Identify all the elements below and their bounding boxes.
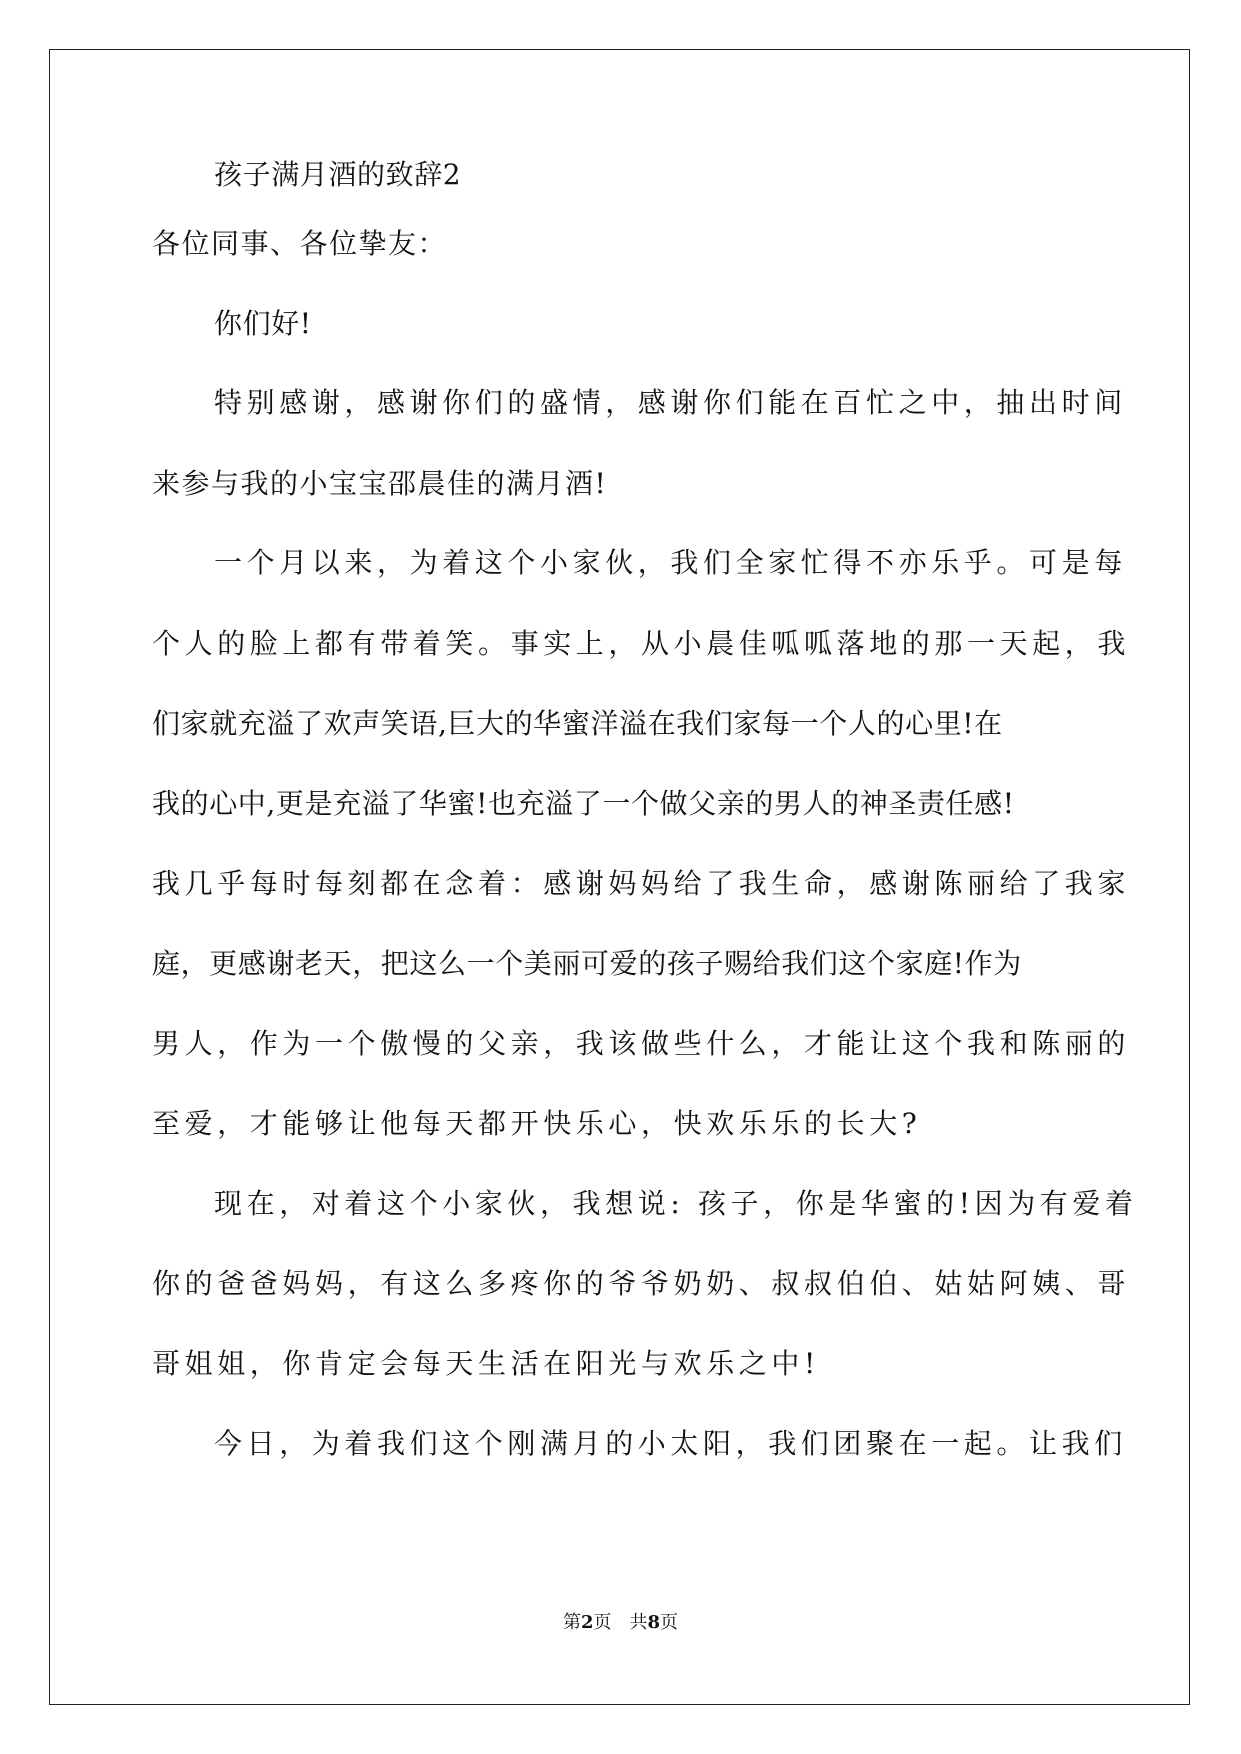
paragraph-line: 你的爸爸妈妈，有这么多疼你的爷爷奶奶、叔叔伯伯、姑姑阿姨、哥 [152,1267,1131,1300]
footer-page-mid: 页 共 [593,1612,648,1633]
paragraph-line: 今日，为着我们这个刚满月的小太阳，我们团聚在一起。让我们 [214,1427,1127,1460]
paragraph-line: 们家就充溢了欢声笑语,巨大的华蜜洋溢在我们家每一个人的心里!在 [152,707,1003,740]
paragraph-line: 特别感谢，感谢你们的盛情，感谢你们能在百忙之中，抽出时间 [214,386,1127,419]
paragraph-line: 来参与我的小宝宝邵晨佳的满月酒! [152,467,608,500]
paragraph-line: 至爱，才能够让他每天都开快乐心，快欢乐乐的长大? [152,1107,922,1140]
footer-page-suffix: 页 [660,1612,679,1633]
paragraph-line: 我几乎每时每刻都在念着：感谢妈妈给了我生命，感谢陈丽给了我家 [152,867,1131,900]
footer-page-prefix: 第 [562,1612,581,1633]
paragraph-line: 现在，对着这个小家伙，我想说: 孩子，你是华蜜的!因为有爱着 [214,1187,1138,1220]
paragraph-line: 一个月以来，为着这个小家伙，我们全家忙得不亦乐乎。可是每 [214,546,1127,579]
page-footer [0,1611,1241,1635]
paragraph-line: 我的心中,更是充溢了华蜜!也充溢了一个做父亲的男人的神圣责任感! [152,787,1015,820]
footer-page-total: 8 [647,1612,661,1633]
paragraph-line: 各位同事、各位挚友： [152,227,448,260]
paragraph-line: 你们好! [214,307,312,340]
paragraph-line: 哥姐姐，你肯定会每天生活在阳光与欢乐之中! [152,1347,820,1380]
paragraph-line: 个人的脸上都有带着笑。事实上，从小晨佳呱呱落地的那一天起，我 [152,627,1131,660]
document-title: 孩子满月酒的致辞2 [214,158,462,191]
paragraph-line: 庭，更感谢老天，把这么一个美丽可爱的孩子赐给我们这个家庭!作为 [152,947,1022,980]
footer-page-current: 2 [580,1612,594,1633]
paragraph-line: 男人，作为一个傲慢的父亲，我该做些什么，才能让这个我和陈丽的 [152,1027,1131,1060]
